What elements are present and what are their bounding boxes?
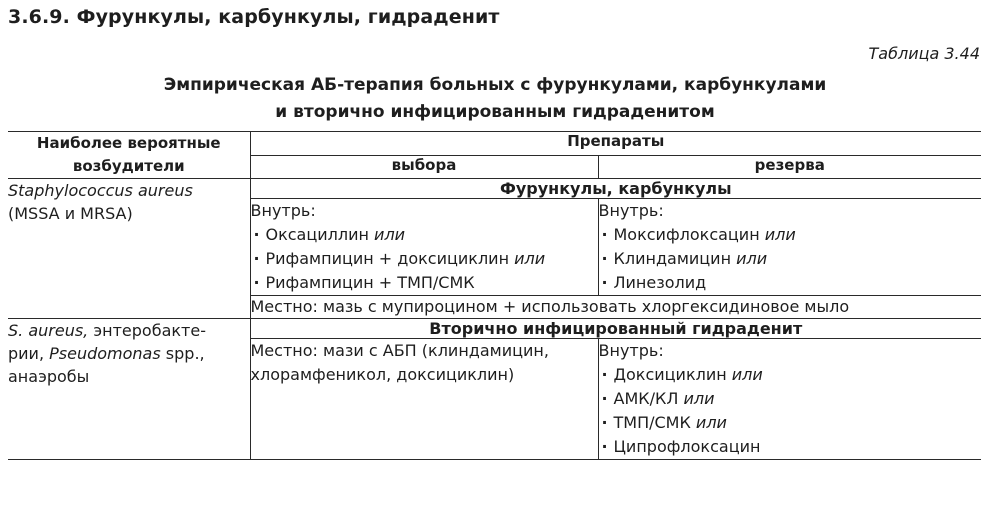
list-item: · Рифампицин + ТМП/СМК <box>251 271 598 295</box>
section1-title: Фурункулы, карбункулы <box>250 179 981 199</box>
reserve-list <box>599 223 982 295</box>
section1-local: Местно: мазь с мупироцином + использовать хлоргексидиновое мыло <box>250 296 981 319</box>
choice-line-1: Местно: мази с АБП (клиндамицин, <box>250 341 549 360</box>
list-item: · Линезолид <box>599 271 982 295</box>
pathogen-strains: (MSSA и MRSA) <box>8 204 133 223</box>
list-item: · Клиндамицин или <box>599 247 982 271</box>
reserve-route: Внутрь: <box>598 341 664 360</box>
header-pathogens <box>8 132 250 179</box>
reserve-list <box>599 363 982 459</box>
pathogen-latin: Staphylococcus aureus <box>8 181 193 200</box>
header-pathogens-line-1: Наиболее вероятные <box>36 134 221 152</box>
section2-choice <box>250 339 598 460</box>
caption-line-1: Эмпирическая АБ-терапия больных с фурункулами, карбункулами <box>163 75 827 95</box>
section-heading: 3.6.9. Фурункулы, карбункулы, гидраденит <box>8 6 500 28</box>
section2-title: Вторично инфицированный гидраденит <box>250 319 981 339</box>
list-item: · Моксифлоксацин или <box>599 223 982 247</box>
section1-choice <box>250 199 598 296</box>
section1-reserve <box>598 199 981 296</box>
list-item: · АМК/КЛ или <box>599 387 982 411</box>
choice-route: Внутрь: <box>250 201 316 220</box>
caption-line-2: и вторично инфицированным гидраденитом <box>275 102 715 122</box>
list-item: · Рифампицин + доксициклин или <box>251 247 598 271</box>
header-choice: выбора <box>250 155 598 179</box>
section1-pathogen <box>8 179 250 319</box>
header-drugs: Препараты <box>250 132 981 156</box>
section1-title-row <box>8 179 981 199</box>
list-item: · Доксициклин или <box>599 363 982 387</box>
header-row-1 <box>8 132 981 156</box>
table-caption <box>0 72 990 126</box>
choice-line-2: хлорамфеникол, доксициклин) <box>250 365 515 384</box>
list-item: · ТМП/СМК или <box>599 411 982 435</box>
reserve-route: Внутрь: <box>598 201 664 220</box>
table-number: Таблица 3.44 <box>868 44 980 63</box>
list-item: · Ципрофлоксацин <box>599 435 982 459</box>
therapy-table <box>8 131 981 460</box>
header-reserve: резерва <box>598 155 981 179</box>
section2-title-row <box>8 319 981 339</box>
choice-list <box>251 223 598 295</box>
list-item: · Оксациллин или <box>251 223 598 247</box>
section2-pathogen: S. aureus, энтеробакте- рии, Pseudomonas spp., анаэробы <box>8 319 250 460</box>
section2-reserve <box>598 339 981 460</box>
header-pathogens-line-2: возбудители <box>72 157 185 175</box>
